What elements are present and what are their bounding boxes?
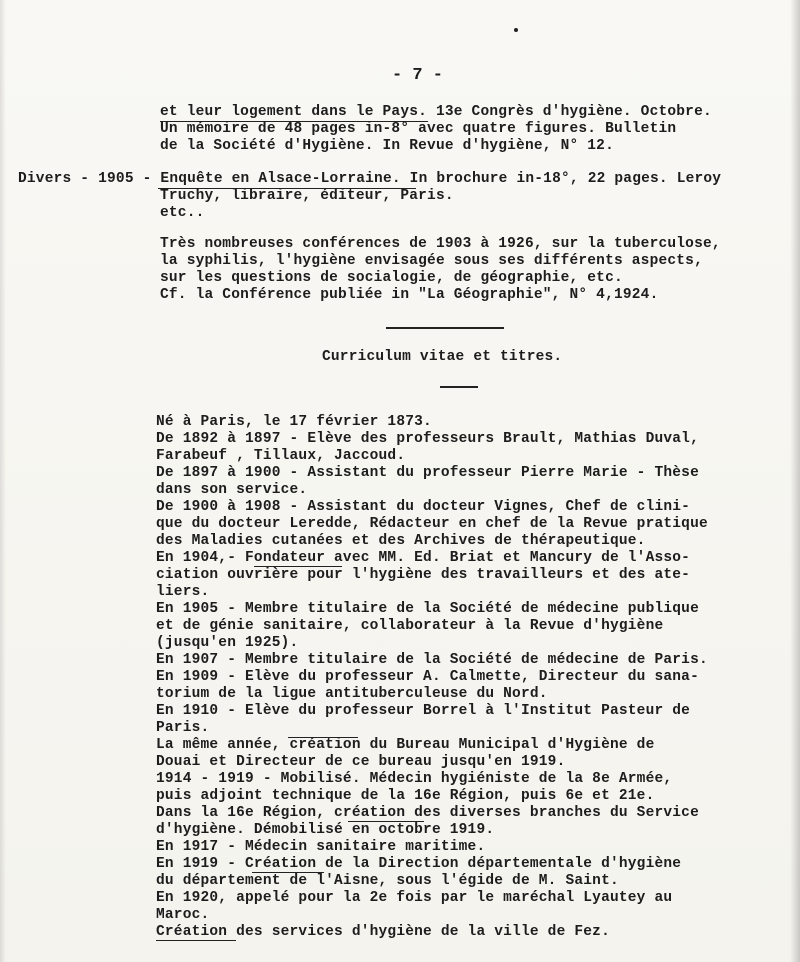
- text-line: Cf. la Conférence publiée in "La Géographie", N° 4,1924.: [160, 287, 659, 303]
- cv-line: En 1910 - Elève du professeur Borrel à l'Institut Pasteur de: [156, 703, 691, 719]
- cv-line: 1914 - 1919 - Mobilisé. Médecin hygiéniste de la 8e Armée,: [156, 771, 673, 787]
- cv-line: dans son service.: [156, 482, 308, 498]
- text-line: et leur logement dans le Pays. 13e Congrès d'hygiène. Octobre.: [160, 104, 712, 120]
- cv-line: En 1907 - Membre titulaire de la Société de médecine de Paris.: [156, 652, 708, 668]
- cv-line: d'hygiène. Démobilisé en octobre 1919.: [156, 822, 495, 838]
- text-line: sur les questions de socialogie, de géographie, etc.: [160, 270, 623, 286]
- cv-line: En 1909 - Elève du professeur A. Calmette, Directeur du sana-: [156, 669, 699, 685]
- cv-line: (jusqu'en 1925).: [156, 635, 299, 651]
- scan-edge-left: [0, 0, 6, 962]
- text-line: Divers - 1905 - Enquête en Alsace-Lorraine. In brochure in-18°, 22 pages. Leroy: [18, 171, 722, 187]
- cv-line: La même année, création du Bureau Municipal d'Hygiène de: [156, 737, 655, 753]
- cv-line: puis adjoint technique de la 16e Région, puis 6e et 21e.: [156, 788, 655, 804]
- cv-line: des Maladies cutanées et des Archives de thérapeutique.: [156, 533, 646, 549]
- text-line: Très nombreuses conférences de 1903 à 1926, sur la tuberculose,: [160, 236, 721, 252]
- cv-line: De 1892 à 1897 - Elève des professeurs Brault, Mathias Duval,: [156, 431, 699, 447]
- cv-line: Maroc.: [156, 907, 210, 923]
- section-title: Curriculum vitae et titres.: [322, 349, 563, 365]
- page-number: - 7 -: [392, 66, 444, 85]
- text-line: Truchy, libraire, éditeur, Paris.: [160, 188, 454, 204]
- cv-line: liers.: [156, 584, 210, 600]
- underline: [156, 940, 236, 941]
- cv-line: torium de la ligue antituberculeuse du Nord.: [156, 686, 548, 702]
- cv-line: ciation ouvrière pour l'hygiène des travailleurs et des ate-: [156, 567, 691, 583]
- scan-edge-right: [790, 0, 800, 962]
- cv-line: De 1900 à 1908 - Assistant du docteur Vignes, Chef de clini-: [156, 499, 691, 515]
- separator-rule: [440, 386, 478, 388]
- cv-line: En 1919 - Création de la Direction départementale d'hygiène: [156, 856, 682, 872]
- cv-line: du département de l'Aisne, sous l'égide de M. Saint.: [156, 873, 619, 889]
- text-line: etc..: [160, 205, 205, 221]
- cv-line: Création des services d'hygiène de la ville de Fez.: [156, 924, 610, 940]
- ink-speck: [514, 28, 518, 32]
- text-line: Un mémoire de 48 pages in-8° avec quatre figures. Bulletin: [160, 121, 677, 137]
- cv-line: Farabeuf , Tillaux, Jaccoud.: [156, 448, 406, 464]
- cv-line: Né à Paris, le 17 février 1873.: [156, 414, 432, 430]
- cv-line: et de génie sanitaire, collaborateur à la Revue d'hygiène: [156, 618, 664, 634]
- cv-line: En 1917 - Médecin sanitaire maritime.: [156, 839, 486, 855]
- cv-line: En 1905 - Membre titulaire de la Société de médecine publique: [156, 601, 699, 617]
- cv-line: En 1904,- Fondateur avec MM. Ed. Briat et Mancury de l'Asso-: [156, 550, 691, 566]
- text-line: la syphilis, l'hygiène envisagée sous ses différents aspects,: [160, 253, 703, 269]
- cv-line: que du docteur Leredde, Rédacteur en chef de la Revue pratique: [156, 516, 708, 532]
- cv-line: Paris.: [156, 720, 210, 736]
- cv-line: De 1897 à 1900 - Assistant du professeur Pierre Marie - Thèse: [156, 465, 699, 481]
- cv-line: Dans la 16e Région, création des diverses branches du Service: [156, 805, 699, 821]
- text-line: de la Société d'Hygiène. In Revue d'hygiène, N° 12.: [160, 138, 614, 154]
- cv-line: En 1920, appelé pour la 2e fois par le maréchal Lyautey au: [156, 890, 673, 906]
- cv-line: Douai et Directeur de ce bureau jusqu'en 1919.: [156, 754, 566, 770]
- separator-rule: [386, 327, 504, 329]
